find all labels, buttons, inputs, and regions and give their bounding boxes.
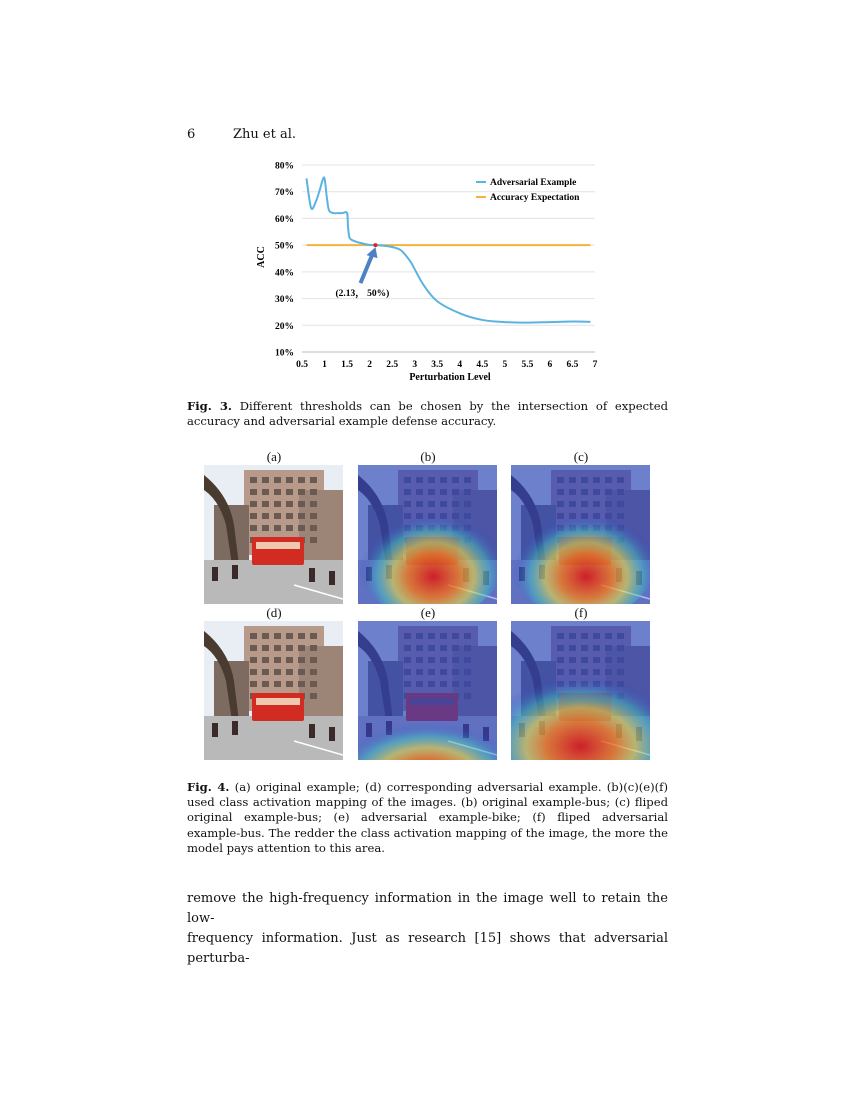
x-tick-labels bbox=[296, 360, 598, 370]
fig3-caption-text: Different thresholds can be chosen by the intersection of expected accuracy and adversarial example defense accuracy. bbox=[187, 399, 668, 429]
fig4-caption-text: (a) original example; (d) corresponding adversarial example. (b)(c)(e)(f) used class activation mapping of the images. (b) original example-bus; (c) fliped original example-bus; (e) adversarial example-bike; (f) fliped adversarial example-bus. The redder the class activation mapping of the image, the more the model pays attention to this area. bbox=[187, 780, 668, 855]
cam-heatmap-image bbox=[358, 621, 497, 760]
annotation-label: (2.13， 50%) bbox=[335, 289, 390, 300]
page-number: 6 bbox=[187, 127, 196, 142]
legend-label-expectation: Accuracy Expectation bbox=[490, 193, 580, 203]
y-tick-label: 60% bbox=[275, 214, 294, 225]
panel-label-d: (d) bbox=[266, 605, 282, 620]
x-tick-label: 5.5 bbox=[521, 360, 534, 370]
annotation-arrowhead bbox=[366, 247, 377, 258]
cam-heatmap-image bbox=[511, 621, 650, 760]
x-tick-label: 7 bbox=[592, 360, 598, 370]
image-cam-fliped-original-bus bbox=[511, 465, 650, 604]
body-line-1: remove the high-frequency information in the image well to retain the low- bbox=[187, 891, 668, 926]
fig3-caption-label: Fig. 3. bbox=[187, 399, 232, 413]
x-tick-label: 6.5 bbox=[566, 360, 579, 370]
intersection-annotation bbox=[335, 243, 389, 299]
panel-label-f: (f) bbox=[574, 605, 588, 620]
x-tick-label: 1 bbox=[322, 360, 327, 370]
panel-label-b: (b) bbox=[420, 449, 436, 464]
fig3-caption bbox=[187, 399, 668, 429]
y-tick-label: 10% bbox=[275, 348, 294, 359]
y-tick-label: 50% bbox=[275, 241, 294, 252]
x-tick-label: 2 bbox=[367, 360, 372, 370]
y-tick-label: 20% bbox=[275, 321, 294, 332]
intersection-point bbox=[373, 243, 377, 247]
x-tick-label: 4 bbox=[457, 360, 463, 370]
fig4-caption-label: Fig. 4. bbox=[187, 780, 230, 794]
image-cam-fliped-adversarial-bus bbox=[511, 621, 650, 760]
x-tick-label: 0.5 bbox=[296, 360, 308, 370]
panel-label-e: (e) bbox=[420, 605, 436, 620]
x-axis-label: Perturbation Level bbox=[409, 372, 491, 383]
x-tick-label: 6 bbox=[547, 360, 553, 370]
panel-label-a: (a) bbox=[266, 449, 282, 464]
x-tick-label: 4.5 bbox=[476, 360, 489, 370]
x-tick-label: 3 bbox=[412, 360, 418, 370]
image-cam-original-bus bbox=[358, 465, 497, 604]
running-header: Zhu et al. bbox=[233, 127, 297, 142]
x-tick-label: 5 bbox=[502, 360, 508, 370]
y-tick-label: 40% bbox=[275, 268, 294, 279]
y-tick-labels bbox=[275, 162, 294, 359]
legend bbox=[476, 178, 580, 203]
annotation-arrow bbox=[360, 254, 372, 283]
x-tick-label: 2.5 bbox=[386, 360, 399, 370]
y-tick-label: 70% bbox=[275, 188, 294, 199]
x-tick-label: 1.5 bbox=[341, 360, 354, 370]
legend-label-adversarial: Adversarial Example bbox=[490, 178, 577, 188]
fig4-caption bbox=[187, 780, 668, 856]
image-adversarial-example bbox=[204, 621, 343, 760]
body-paragraph bbox=[187, 889, 668, 969]
street-scene-image bbox=[204, 465, 343, 604]
x-tick-label: 3.5 bbox=[431, 360, 444, 370]
fig3-line-chart bbox=[240, 152, 610, 392]
y-tick-label: 80% bbox=[275, 161, 294, 172]
cam-heatmap-image bbox=[358, 465, 497, 604]
y-tick-label: 30% bbox=[275, 295, 294, 306]
street-scene-image bbox=[204, 621, 343, 760]
cam-heatmap-image bbox=[511, 465, 650, 604]
image-cam-adversarial-bike bbox=[358, 621, 497, 760]
panel-label-c: (c) bbox=[573, 449, 589, 464]
body-line-2: frequency information. Just as research [15] shows that adversarial perturba- bbox=[187, 931, 668, 966]
y-axis-label: ACC bbox=[256, 246, 267, 268]
image-original-example bbox=[204, 465, 343, 604]
